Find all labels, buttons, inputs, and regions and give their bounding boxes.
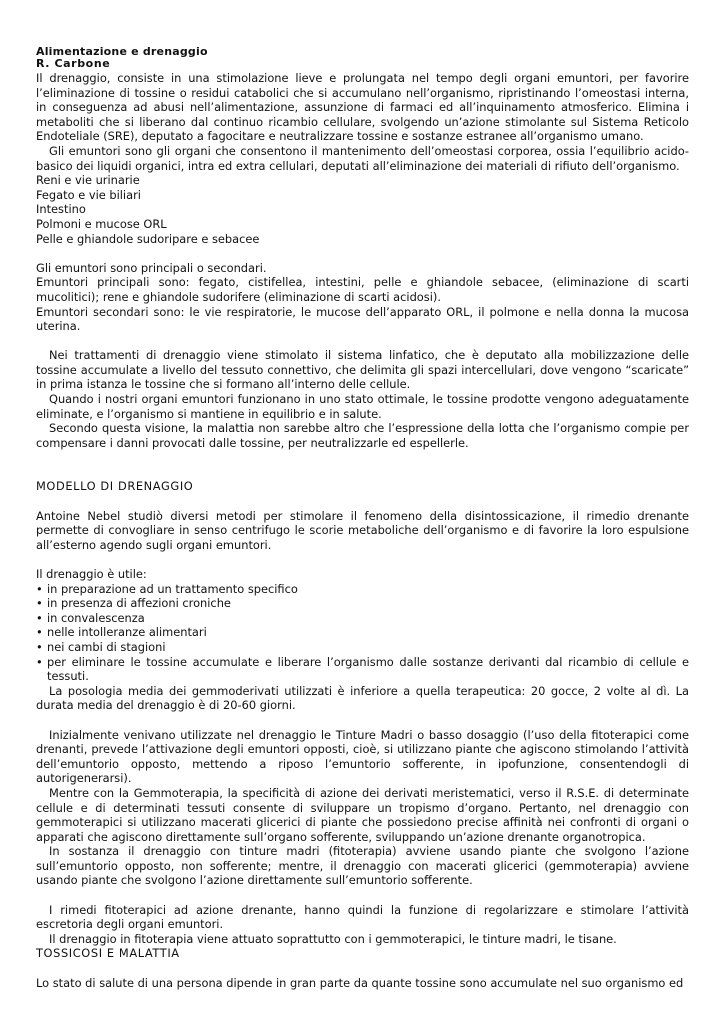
paragraph-sistema-linfatico: Nei trattamenti di drenaggio viene stimolato il sistema linfatico, che è deputato alla mobilizzazione delle tossine accumulate a livello del tessuto connettivo, che delimita gli spazi intercellulari, dove vengono “scaricate” in prima istanza le tossine che si formano all’interno delle cellule. — [36, 348, 689, 392]
list-item-text: in convalescenza — [47, 610, 145, 625]
bullet-list — [36, 582, 689, 684]
spacer — [36, 888, 689, 903]
bullet-icon: • — [36, 625, 43, 640]
list-item — [36, 611, 689, 626]
bullet-icon: • — [36, 596, 43, 611]
section-heading-tossicosi: TOSSICOSI E MALATTIA — [36, 946, 180, 961]
paragraph-emuntori-types: Gli emuntori sono principali o secondari. — [36, 260, 267, 275]
spacer — [36, 246, 689, 261]
list-item — [36, 582, 689, 597]
spacer — [36, 961, 689, 976]
bullet-icon: • — [36, 639, 43, 654]
organ-list — [36, 173, 689, 246]
list-item-text: per eliminare le tossine accumulate e liberare l’organismo dalle sostanze derivanti dal ricambio di cellule e tessuti. — [47, 654, 689, 684]
bullet-icon: • — [36, 654, 43, 669]
paragraph-posologia: La posologia media dei gemmoderivati utilizzati è inferiore a quella terapeutica: 20 gocce, 2 volte al dì. La durata media del drenaggio è di 20-60 giorni. — [36, 683, 689, 713]
paragraph-rimedi-fitoterapici: I rimedi fitoterapici ad azione drenante, hanno quindi la funzione di regolarizzare e stimolare l’attività escretoria degli organi emuntori. — [36, 902, 689, 932]
section-heading-modello: MODELLO DI DRENAGGIO — [36, 479, 194, 494]
list-item-text: in presenza di affezioni croniche — [47, 596, 231, 611]
spacer — [36, 450, 689, 479]
organ-item: Fegato e vie biliari — [36, 187, 141, 202]
paragraph-intro: Il drenaggio, consiste in una stimolazione lieve e prolungata nel tempo degli organi emuntori, per favorire l’eliminazione di tossine o residui catabolici che si accumulano nell’organismo, ripristinando l’omeostasi interna, in conseguenza ad abusi nell’alimentazione, assunzione di farmaci ed all’inquinamento atmosferico. Elimina i metaboliti che si liberano dal continuo ricambio cellulare, svolgendo un’azione stimolante sul Sistema Reticolo Endoteliale (SRE), deputato a fagocitare e neutralizzare tossine e sostanze estranee all’organismo umano. — [36, 71, 689, 144]
bullet-icon: • — [36, 581, 43, 596]
document-title: Alimentazione e drenaggio — [36, 45, 208, 58]
paragraph-emuntori-definition: Gli emuntori sono gli organi che consentono il mantenimento dell’omeostasi corporea, ossia l’equilibrio acido-basico dei liquidi organici, intra ed extra cellulari, deputati all’eliminazione dei materiali di rifiuto dell’organismo. — [36, 143, 689, 173]
list-item-text: nelle intolleranze alimentari — [47, 625, 207, 640]
paragraph-tinture-madri: Inizialmente venivano utilizzate nel drenaggio le Tinture Madri o basso dosaggio (l’uso della fitoterapici come drenanti, prevede l’attivazione degli emuntori opposti, cioè, si utilizzano piante che agiscono stimolando l’attività dell’emuntorio opposto, mettendo a riposo l’emuntorio sofferente, in ipofunzione, consentendogli di autorigenerarsi). — [36, 727, 689, 786]
list-item — [36, 655, 689, 684]
document-page — [36, 46, 689, 990]
spacer — [36, 334, 689, 349]
paragraph-stato-salute: Lo stato di salute di una persona dipende in gran parte da quante tossine sono accumulate nel suo organismo ed — [36, 975, 684, 990]
list-item-text: in preparazione ad un trattamento specifico — [47, 581, 298, 596]
paragraph-nebel: Antoine Nebel studiò diversi metodi per stimolare il fenomeno della disintossicazione, il rimedio drenante permette di convogliare in senso centrifugo le scorie metaboliche dell’organismo e di favorire la loro espulsione all’esterno agendo sugli organi emuntori. — [36, 508, 689, 552]
organ-item: Reni e vie urinarie — [36, 173, 140, 188]
document-author: R. Carbone — [36, 57, 111, 70]
paragraph-drenaggio-fitoterapia: Il drenaggio in fitoterapia viene attuato soprattutto con i gemmoterapici, le tinture madri, le tisane. — [49, 931, 617, 946]
bullet-icon: • — [36, 610, 43, 625]
list-item — [36, 640, 689, 655]
paragraph-emuntori-secondari: Emuntori secondari sono: le vie respiratorie, le mucose dell’apparato ORL, il polmone e nella donna la mucosa uterina. — [36, 304, 689, 334]
paragraph-malattia: Secondo questa visione, la malattia non sarebbe altro che l’espressione della lotta che l’organismo compie per compensare i danni provocati dalle tossine, per neutralizzarle ed espellerle. — [36, 421, 689, 450]
spacer — [36, 552, 689, 567]
paragraph-in-sostanza: In sostanza il drenaggio con tinture madri (fitoterapia) avviene usando piante che svolgono l’azione sull’emuntorio opposto, non sofferente; mentre, il drenaggio con macerati glicerici (gemmoterapia) avviene usando piante che svolgono l’azione direttamente sull’emuntorio sofferente. — [36, 844, 689, 888]
organ-item: Intestino — [36, 202, 86, 217]
spacer — [36, 494, 689, 509]
list-item — [36, 596, 689, 611]
spacer — [36, 713, 689, 728]
paragraph-utile: Il drenaggio è utile: — [36, 567, 147, 581]
paragraph-emuntori-principali: Emuntori principali sono: fegato, cistifellea, intestini, pelle e ghiandole sebacee, (eliminazione di scarti mucolitici); rene e ghiandole sudorifere (eliminazione di scarti acidosi). — [36, 275, 689, 304]
organ-item: Pelle e ghiandole sudoripare e sebacee — [36, 231, 260, 246]
paragraph-gemmoterapia: Mentre con la Gemmoterapia, la specificità di azione dei derivati meristematici, verso il R.S.E. di determinate cellule e di determinati tessuti consente di sviluppare un tropismo d’organo. Pertanto, nel drenaggio con gemmoterapici si utilizzano macerati glicerici di piante che possiedono precise affinità nei confronti di organi o apparati che agiscono direttamente sull’organo sofferente, sviluppando un’azione drenante organotropica. — [36, 785, 689, 844]
list-item — [36, 625, 689, 640]
list-item-text: nei cambi di stagioni — [47, 639, 166, 654]
organ-item: Polmoni e mucose ORL — [36, 216, 167, 231]
paragraph-equilibrio: Quando i nostri organi emuntori funzionano in uno stato ottimale, le tossine prodotte vengono adeguatamente eliminate, e l’organismo si mantiene in equilibrio e in salute. — [36, 392, 689, 421]
